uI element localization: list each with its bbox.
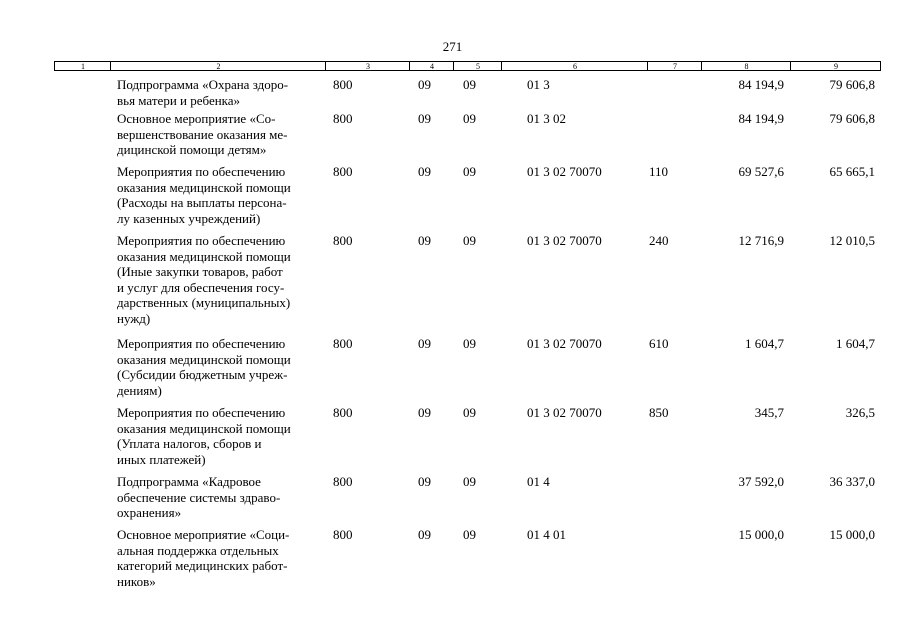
cell-col-5: 09 [463, 111, 476, 126]
cell-col-4: 09 [418, 336, 431, 351]
row-name-line: (Иные закупки товаров, работ [117, 264, 283, 279]
cell-col-5: 09 [463, 527, 476, 542]
cell-col-8: 37 592,0 [738, 474, 784, 489]
cell-col-9: 36 337,0 [829, 474, 875, 489]
cell-col-9: 79 606,8 [829, 77, 875, 92]
cell-col-5: 09 [463, 77, 476, 92]
cell-col-3: 800 [333, 527, 353, 542]
row-name-line: дениям) [117, 382, 162, 398]
cell-col-4: 09 [418, 474, 431, 489]
row-name-line: дарственных (муниципальных) [117, 295, 291, 310]
cell-col-6: 01 3 02 70070 [527, 405, 602, 420]
cell-col-6: 01 3 02 70070 [527, 233, 602, 248]
row-name [117, 233, 327, 326]
table-header [54, 61, 881, 71]
row-name-line: и услуг для обеспечения госу- [117, 279, 285, 295]
cell-col-5: 09 [463, 336, 476, 351]
cell-col-6: 01 3 02 [527, 111, 566, 126]
cell-col-9: 12 010,5 [829, 233, 875, 248]
cell-col-7: 610 [649, 336, 669, 351]
row-name-line: Основное мероприятие «Соци- [117, 527, 290, 542]
cell-col-7: 240 [649, 233, 669, 248]
header-col-1: 1 [81, 62, 85, 71]
row-name-line: (Расходы на выплаты персона- [117, 195, 287, 210]
cell-col-9: 79 606,8 [829, 111, 875, 126]
cell-col-5: 09 [463, 405, 476, 420]
row-name-line: охранения» [117, 505, 182, 520]
header-col-3: 3 [366, 62, 370, 71]
cell-col-9: 15 000,0 [829, 527, 875, 542]
row-name-line: обеспечение системы здраво- [117, 489, 281, 505]
header-divider [647, 62, 648, 70]
header-divider [453, 62, 454, 70]
cell-col-4: 09 [418, 233, 431, 248]
cell-col-3: 800 [333, 405, 353, 420]
header-divider [409, 62, 410, 70]
header-col-5: 5 [476, 62, 480, 71]
header-col-7: 7 [673, 62, 677, 71]
cell-col-5: 09 [463, 164, 476, 179]
cell-col-3: 800 [333, 336, 353, 351]
cell-col-6: 01 3 02 70070 [527, 164, 602, 179]
row-name [117, 527, 327, 589]
cell-col-4: 09 [418, 77, 431, 92]
row-name [117, 474, 327, 521]
row-name-line: нужд) [117, 310, 151, 326]
row-name-line: оказания медицинской помощи [117, 179, 291, 195]
cell-col-4: 09 [418, 405, 431, 420]
row-name [117, 111, 327, 158]
cell-col-8: 69 527,6 [738, 164, 784, 179]
header-divider [501, 62, 502, 70]
row-name-line: оказания медицинской помощи [117, 351, 291, 367]
row-name-line: Подпрограмма «Кадровое [117, 474, 261, 489]
row-name-line: Мероприятия по обеспечению [117, 164, 286, 179]
cell-col-3: 800 [333, 164, 353, 179]
cell-col-5: 09 [463, 474, 476, 489]
cell-col-9: 326,5 [845, 405, 875, 420]
row-name [117, 336, 327, 398]
header-col-2: 2 [216, 62, 221, 71]
header-divider [790, 62, 791, 70]
cell-col-3: 800 [333, 111, 353, 126]
row-name-line: Основное мероприятие «Со- [117, 111, 276, 126]
cell-col-3: 800 [333, 77, 353, 92]
row-name [117, 77, 327, 108]
row-name-line: Мероприятия по обеспечению [117, 336, 286, 351]
header-col-9: 9 [834, 62, 838, 71]
cell-col-8: 12 716,9 [738, 233, 784, 248]
cell-col-9: 1 604,7 [836, 336, 875, 351]
row-name [117, 405, 327, 467]
header-divider [701, 62, 702, 70]
row-name-line: Мероприятия по обеспечению [117, 233, 286, 248]
row-name-line: (Уплата налогов, сборов и [117, 436, 262, 451]
row-name-line: (Субсидии бюджетным учреж- [117, 367, 288, 382]
cell-col-8: 345,7 [754, 405, 784, 420]
cell-col-3: 800 [333, 233, 353, 248]
cell-col-4: 09 [418, 527, 431, 542]
row-name-line: ников» [117, 573, 156, 589]
header-col-6: 6 [573, 62, 577, 71]
cell-col-8: 1 604,7 [745, 336, 784, 351]
cell-col-8: 84 194,9 [738, 111, 784, 126]
row-name-line: альная поддержка отдельных [117, 542, 279, 558]
cell-col-6: 01 4 [527, 474, 550, 489]
cell-col-3: 800 [333, 474, 353, 489]
cell-col-6: 01 3 02 70070 [527, 336, 602, 351]
row-name-line: оказания медицинской помощи [117, 248, 291, 264]
row-name-line: оказания медицинской помощи [117, 420, 291, 436]
cell-col-4: 09 [418, 111, 431, 126]
page-number: 271 [442, 39, 463, 54]
row-name-line: категорий медицинских работ- [117, 558, 288, 573]
cell-col-8: 15 000,0 [738, 527, 784, 542]
cell-col-7: 850 [649, 405, 669, 420]
header-divider [325, 62, 326, 70]
row-name-line: вья матери и ребенка» [117, 92, 241, 108]
row-name-line: вершенствование оказания ме- [117, 126, 288, 142]
header-divider [110, 62, 111, 70]
cell-col-6: 01 3 [527, 77, 550, 92]
row-name-line: Подпрограмма «Охрана здоро- [117, 77, 289, 92]
cell-col-4: 09 [418, 164, 431, 179]
header-col-8: 8 [744, 62, 749, 71]
row-name-line: дицинской помощи детям» [117, 142, 267, 157]
cell-col-7: 110 [649, 164, 669, 179]
cell-col-8: 84 194,9 [738, 77, 784, 92]
cell-col-5: 09 [463, 233, 476, 248]
row-name [117, 164, 327, 226]
cell-col-6: 01 4 01 [527, 527, 566, 542]
row-name-line: Мероприятия по обеспечению [117, 405, 286, 420]
header-col-4: 4 [430, 62, 434, 71]
row-name-line: иных платежей) [117, 451, 206, 467]
cell-col-9: 65 665,1 [829, 164, 875, 179]
row-name-line: лу казенных учреждений) [117, 210, 261, 226]
